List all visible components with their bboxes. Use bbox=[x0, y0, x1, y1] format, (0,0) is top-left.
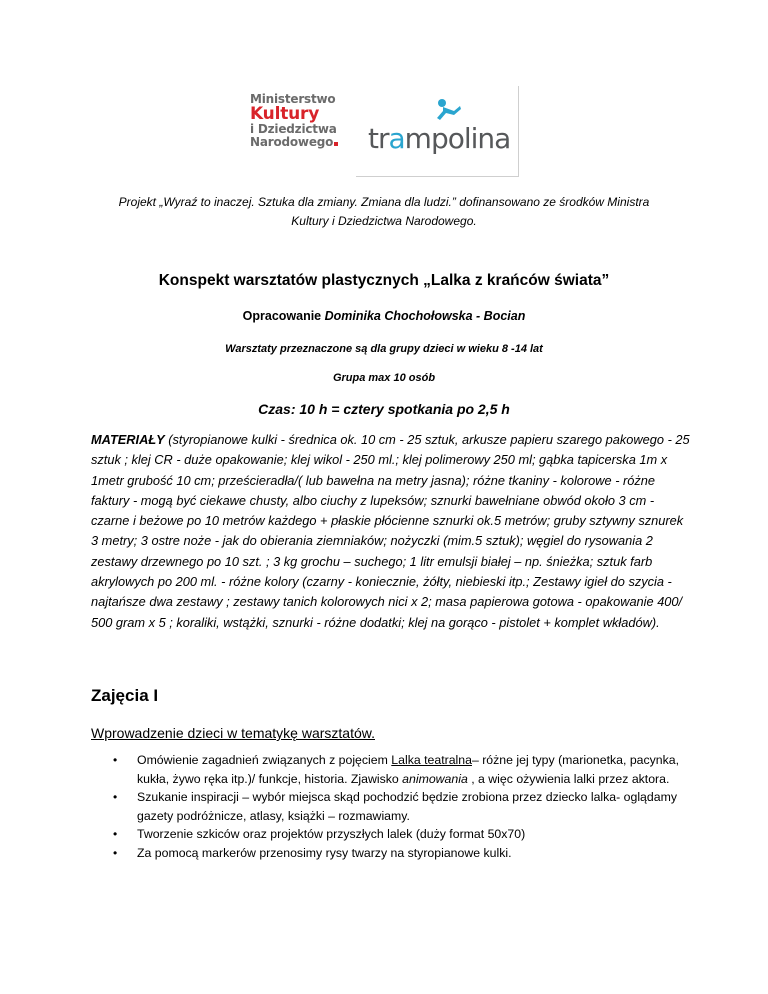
audience-line: Warsztaty przeznaczone są dla grupy dzieci w wieku 8 -14 lat bbox=[225, 343, 543, 355]
trampolina-logo-text: trampolina bbox=[368, 122, 511, 155]
activity-list bbox=[113, 751, 693, 863]
list-item: • Szukanie inspiracji – wybór miejsca skąd pochodzić będzie zrobiona przez dziecko lalka- oglądamy gazety podróżnicze, atlasy, książki – rozmawiamy. bbox=[113, 788, 693, 825]
ministry-logo-line4: Narodowego bbox=[250, 136, 350, 149]
list-item: • Omówienie zagadnień związanych z pojęciem Lalka teatralna– różne jej typy (marionetka, pacynka, kukła, żywo ręka itp.)/ funkcje, historia. Zjawisko animowania , a więc ożywienia lalki przez aktora. bbox=[113, 751, 693, 788]
list-item: • Tworzenie szkiców oraz projektów przyszłych lalek (duży format 50x70) bbox=[113, 825, 693, 844]
ministry-logo bbox=[250, 93, 350, 153]
section-heading: Zajęcia I bbox=[91, 686, 159, 705]
materials-paragraph bbox=[91, 430, 691, 633]
funding-note-line2: Kultury i Dziedzictwa Narodowego. bbox=[291, 214, 477, 228]
project-funding-note bbox=[0, 193, 768, 231]
materials-list: (styropianowe kulki - średnica ok. 10 cm - 25 sztuk, arkusze papieru szarego pakowego - 25 sztuk ; klej CR - duże opakowanie; klej wikol - 250 ml.; klej polimerowy 250 ml; gąbka tapicerska 1m x 1metr grubość 10 cm; prześcieradła/( lub bawełna na metry jasna); różne tkaniny - kolorowe - różne faktury - mogą być ciekawe chusty, albo ciuchy z lupeksów; sznurki bawełniane obwód około 3 cm - czarne i beżowe po 10 metrów każdego + płaskie płócienne sznurki ok.5 metrów; gruby sztywny sznurek 3 metry; 3 ostre noże - jak do obierania ziemniaków; nożyczki (mim.5 sztuk); węgiel do rysowania 2 zestawy drzewnego po 10 szt. ; 3 kg grochu – suchego; 1 litr emulsji białej – np. śnieżka; sztuk farb akrylowych po 200 ml. - różne kolory (czarny - koniecznie, żółty, niebieski itp.; Zestawy igieł do szycia - najtańsze dwa zestawy ; zestawy tanich kolorowych nici x 2; masa papierowa gotowa - opakowanie 400/ 500 gram x 5 ; koraliki, wstążki, sznurki - różne dodatki; klej na gorąco - pistolet + komplet wkładów). bbox=[91, 432, 690, 630]
author-line: Opracowanie Dominika Chochołowska - Bocian bbox=[242, 309, 526, 323]
animation-term: animowania bbox=[402, 771, 468, 786]
section-subheading: Wprowadzenie dzieci w tematykę warsztatów. bbox=[91, 725, 375, 741]
group-size-line: Grupa max 10 osób bbox=[332, 372, 436, 384]
funding-note-line1: Projekt „Wyraź to inaczej. Sztuka dla zmiany. Zmiana dla ludzi.” dofinansowano ze środków Ministra bbox=[118, 195, 650, 209]
ministry-logo-dot bbox=[334, 142, 338, 146]
ministry-logo-line2: Kultury bbox=[250, 104, 320, 124]
puppet-term: Lalka teatralna bbox=[391, 753, 472, 767]
ministry-logo-line1: Ministerstwo bbox=[250, 92, 336, 106]
author-name: Dominika Chochołowska - Bocian bbox=[324, 309, 526, 323]
list-item: • Za pomocą markerów przenosimy rysy twarzy na styropianowe kulki. bbox=[113, 844, 693, 863]
ministry-logo-line3: i Dziedzictwa bbox=[250, 122, 337, 136]
jumping-figure-icon bbox=[434, 98, 462, 124]
trampolina-logo bbox=[356, 86, 519, 177]
duration-line: Czas: 10 h = cztery spotkania po 2,5 h bbox=[258, 401, 510, 417]
document-title: Konspekt warsztatów plastycznych „Lalka z krańców świata” bbox=[158, 272, 610, 289]
materials-label: MATERIAŁY bbox=[91, 432, 165, 447]
